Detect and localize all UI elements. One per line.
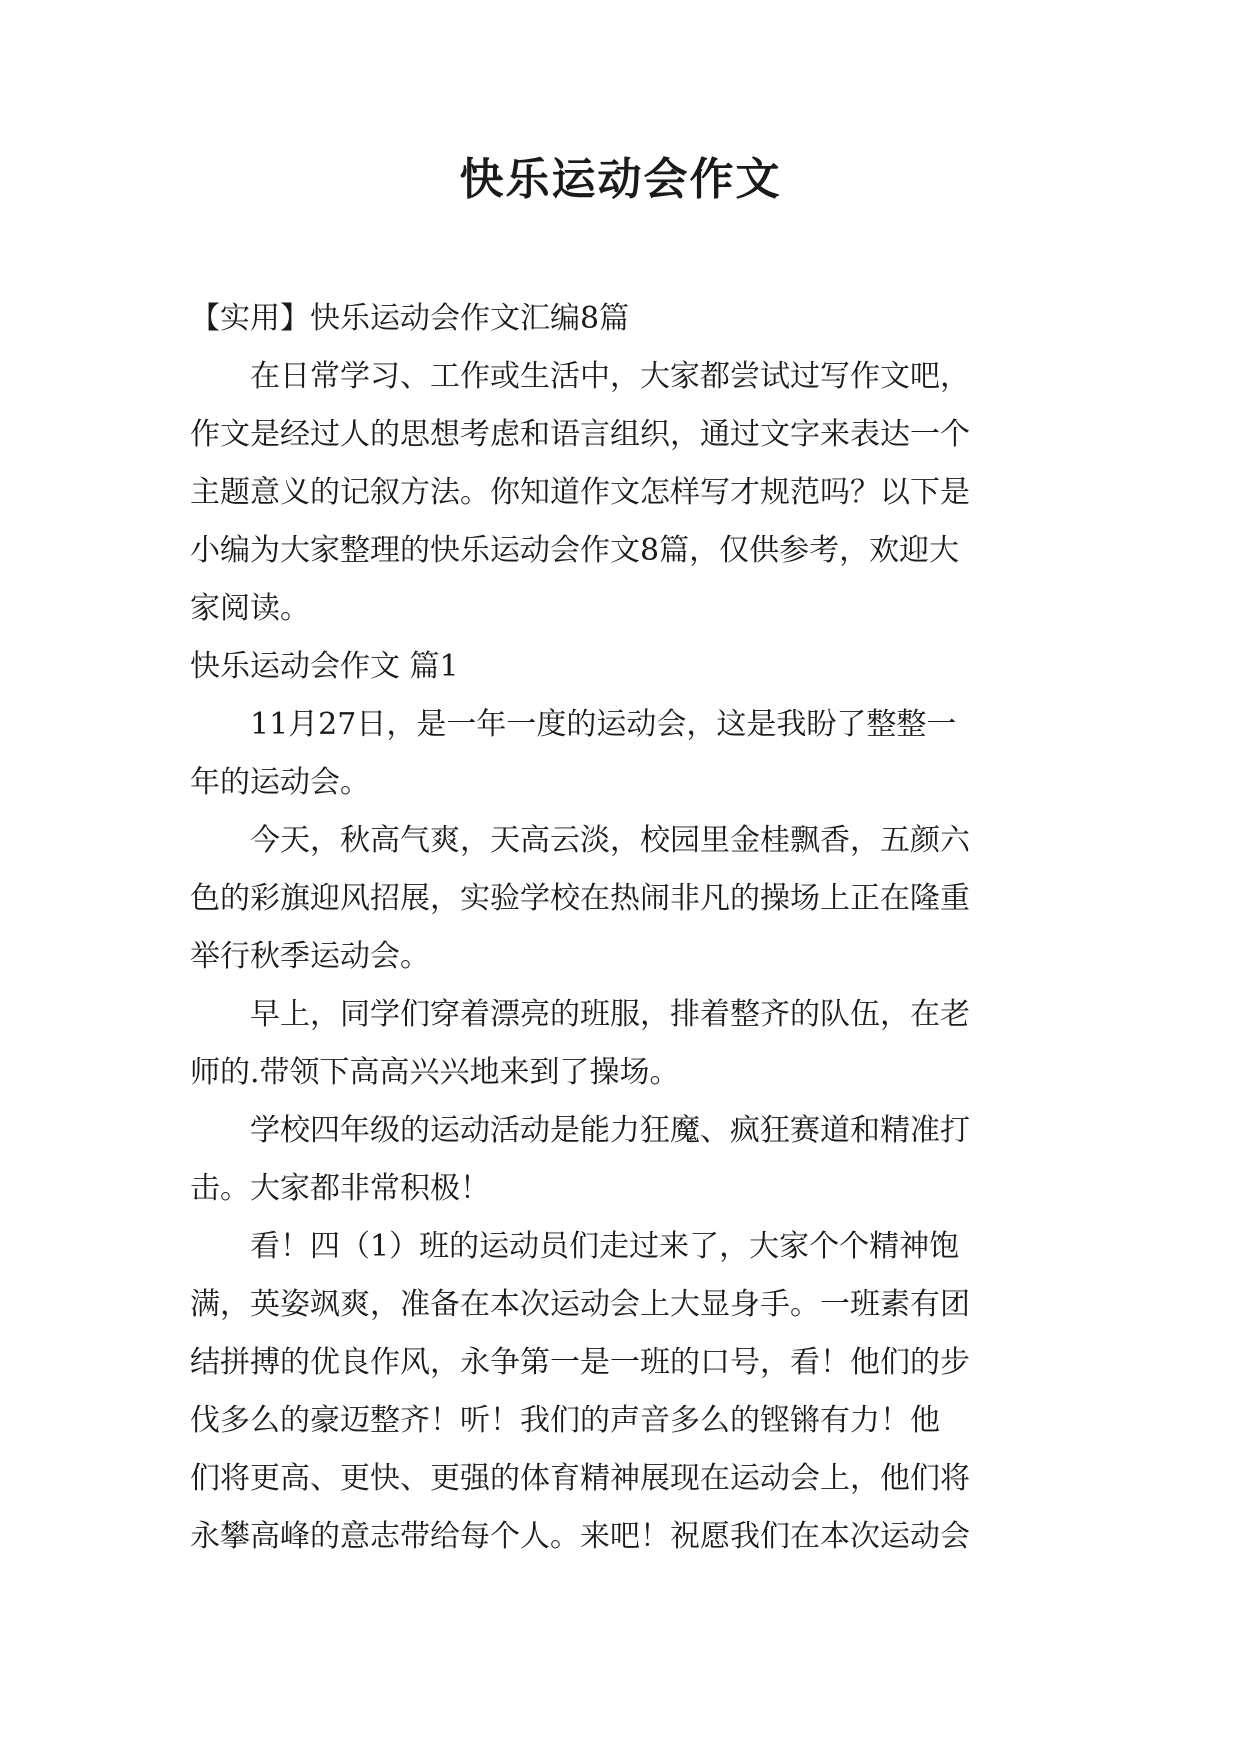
intro-line-1: 在日常学习、工作或生活中，大家都尝试过写作文吧， <box>250 359 970 394</box>
intro-line-2: 作文是经过人的思想考虑和语言组织，通过文字来表达一个 <box>190 417 970 452</box>
para-2-line-2: 色的彩旗迎风招展，实验学校在热闹非凡的操场上正在隆重 <box>190 881 970 916</box>
para-2-line-3: 举行秋季运动会。 <box>190 939 430 974</box>
para-4-line-1: 学校四年级的运动活动是能力狂魔、疯狂赛道和精准打 <box>250 1113 970 1148</box>
para-3-line-2: 师的.带领下高高兴兴地来到了操场。 <box>190 1055 680 1090</box>
intro-line-3: 主题意义的记叙方法。你知道作文怎样写才规范吗？以下是 <box>190 475 970 510</box>
para-1-line-1: 11月27日，是一年一度的运动会，这是我盼了整整一 <box>250 707 957 742</box>
para-5-line-3: 结拼搏的优良作风，永争第一是一班的口号，看！他们的步 <box>190 1345 970 1380</box>
para-4-line-2: 击。大家都非常积极！ <box>190 1171 490 1206</box>
para-3-line-1: 早上，同学们穿着漂亮的班服，排着整齐的队伍，在老 <box>250 997 970 1032</box>
document-title: 快乐运动会作文 <box>459 154 782 205</box>
para-2-line-1: 今天，秋高气爽，天高云淡，校园里金桂飘香，五颜六 <box>250 823 970 858</box>
intro-line-5: 家阅读。 <box>190 591 310 626</box>
para-5-line-6: 永攀高峰的意志带给每个人。来吧！祝愿我们在本次运动会 <box>190 1519 970 1554</box>
section-heading: 快乐运动会作文 篇1 <box>190 649 459 684</box>
para-1-line-2: 年的运动会。 <box>190 765 370 800</box>
para-5-line-1: 看！四（1）班的运动员们走过来了，大家个个精神饱 <box>250 1229 960 1264</box>
para-5-line-2: 满，英姿飒爽，准备在本次运动会上大显身手。一班素有团 <box>190 1287 970 1322</box>
intro-line-4: 小编为大家整理的快乐运动会作文8篇，仅供参考，欢迎大 <box>190 533 960 568</box>
subtitle-line: 【实用】快乐运动会作文汇编8篇 <box>190 301 630 336</box>
para-5-line-4: 伐多么的豪迈整齐！听！我们的声音多么的铿锵有力！他 <box>190 1403 940 1438</box>
para-5-line-5: 们将更高、更快、更强的体育精神展现在运动会上，他们将 <box>190 1461 970 1496</box>
